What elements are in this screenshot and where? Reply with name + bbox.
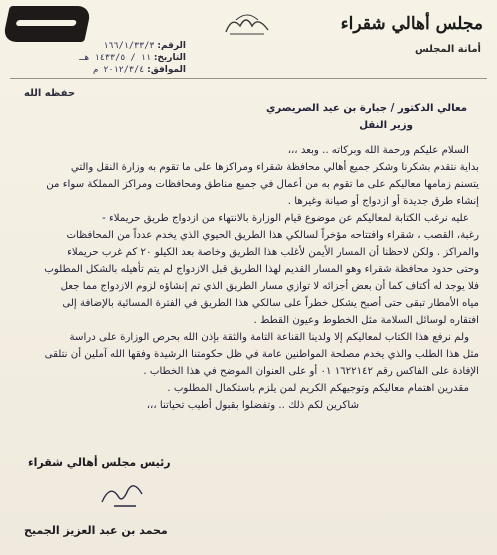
paragraph-line: وحتى حدود محافظة شقراء وهو المسار القديم لهذا الطريق قبل الازدواج لم يتم تأهيله بالشكل المطلوب: [44, 264, 479, 275]
header-divider: [10, 78, 487, 79]
paragraph-line: بداية نتقدم بشكرنا وشكر جميع أهالي محافظة شقراء ومراكزها على ما تقوم به وزارة النقل والتي: [70, 162, 479, 173]
paragraph-line: افتقاره لوسائل السلامة مثل الخطوط وعيون القطط .: [253, 315, 479, 326]
reference-block: [79, 40, 186, 76]
paragraph-line: مقدرين اهتمام معاليكم وتوجيهكم الكريم لمن يلزم باستكمال المطلوب .: [167, 383, 469, 394]
paragraph-line: عليه نرغب الكتابة لمعاليكم عن موضوع قيام الوزارة بالانتهاء من ازدواج طريق حريملاء -: [102, 213, 469, 224]
letterhead: [0, 0, 497, 78]
recipient-line-1: معالي الدكتور / جبارة بن عيد الصريصري: [266, 103, 467, 114]
greeting: السلام عليكم ورحمة الله وبركاته .. وبعد ،،،: [287, 145, 469, 156]
paragraph-line: رغبة، القصب ، شقراء وافتتاحه مؤخراً لسالكي هذا الطريق الحيوي الذي يخدم عدداً من المحافظات: [66, 230, 479, 241]
paragraph-line: فلا يوجد له أكتاف كما أن بعض أجزائه لا توازي مسار الطريق الذي تم إنشاؤه لزوم الازدواج مما جعل: [60, 281, 479, 292]
paragraph-line: ولم نرفع هذا الكتاب لمعاليكم إلا ولدينا القناعة التامة والثقة بإذن الله بحرص الوزارة على دراسة: [69, 332, 469, 343]
paragraph-line: مياه الأمطار تبقى حتى أصبح يشكل خطراً على سالكي هذا الطريق في الفترة المسائية بالإضافة إلى: [62, 298, 479, 309]
recipient-line-2: وزير النقل: [359, 120, 413, 131]
closing: شاكرين لكم ذلك .. وتفضلوا بقبول أطيب تحياتنا ،،،: [146, 400, 359, 411]
signatory-name: محمد بن عبد العزيز الجميح: [24, 524, 168, 537]
council-name: مجلس أهالي شقراء: [340, 14, 483, 34]
paragraph-line: مثل هذا الطلب والذي يخدم مصلحة المواطنين عامة في ظل حكومتنا الرشيدة وفقها الله آملين أن نتلقى: [44, 349, 479, 360]
paragraph-line: يتسنم زمامها معاليكم على ما تقوم به من أعمال في جميع مناطق ومحافظات ومراكز المملكة سواء من: [46, 179, 479, 190]
honorific: حفظه الله: [24, 88, 76, 99]
bismillah-calligraphy-icon: [222, 10, 272, 38]
council-secretariat: أمانة المجلس: [415, 44, 481, 55]
paragraph-line: الإفادة على الفاكس رقم ١٦٢٢١٤٢ ٠١ أو على العنوان الموضح في هذا الخطاب .: [143, 366, 479, 377]
council-logo: [2, 6, 92, 42]
paragraph-line: إنشاء طرق جديدة أو ازدواج أو صيانة وغيرها .: [287, 196, 479, 207]
letter-body: [14, 100, 479, 414]
paragraph-line: والمراكز . ولكن لاحظنا أن المسار الأيمن لأغلب هذا الطريق وخاصة بعد الكيلو ٢٠ كم غرب حريملاء: [67, 247, 479, 258]
signatory-title: رئيس مجلس أهالي شقراء: [28, 456, 171, 469]
ref-date-gregorian: الموافق: ٢٠١٢/٣/٤ م: [93, 65, 186, 75]
handwritten-signature: [96, 476, 150, 512]
ref-number: الرقم: ١٦٦/١/٣٣/٣: [103, 41, 186, 51]
spacer: [14, 134, 479, 142]
ref-date-hijri: التاريخ: ١١ / ١٤٣٣/٥ هـ: [79, 53, 186, 63]
